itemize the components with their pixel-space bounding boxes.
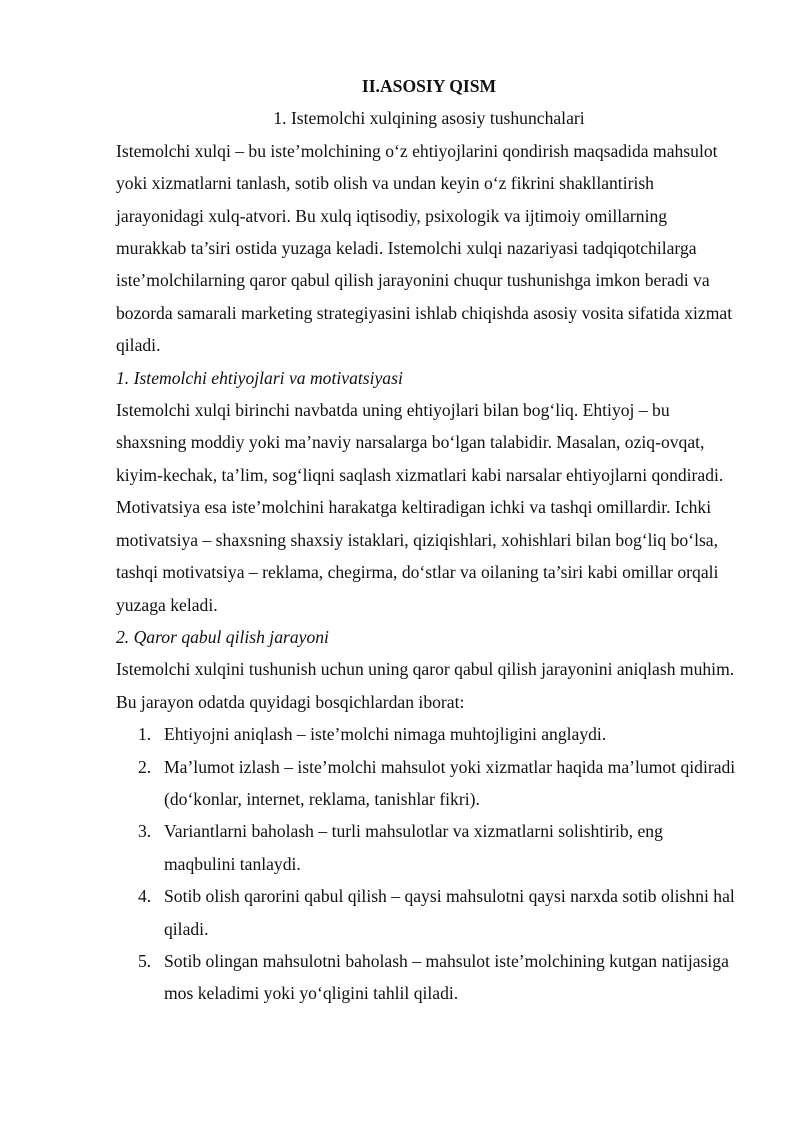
- needs-paragraph: Istemolchi xulqi birinchi navbatda uning ehtiyojlari bilan bog‘liq. Ehtiyoj – bu shaxsning moddiy yoki ma’naviy narsalarga bo‘lgan talabidir. Masalan, oziq-ovqat, kiyim-kechak, ta’lim, sog‘liqni saqlash xizmatlari kabi narsalar ehtiyojlarni qondiradi.: [116, 400, 724, 485]
- list-item: [116, 815, 736, 880]
- subsection-title: 1. Istemolchi xulqining asosiy tushunchalari: [273, 108, 585, 129]
- heading-decision-process: 2. Qaror qabul qilish jarayoni: [116, 626, 329, 647]
- list-item-text: Ma’lumot izlash – iste’molchi mahsulot yoki xizmatlar haqida ma’lumot qidiradi (do‘konlar, internet, reklama, tanishlar fikri).: [164, 756, 736, 809]
- heading-needs-motivation: 1. Istemolchi ehtiyojlari va motivatsiyasi: [116, 367, 403, 388]
- list-item: [116, 880, 736, 945]
- decision-paragraph: Istemolchi xulqini tushunish uchun uning qaror qabul qilish jarayonini aniqlash muhim. Bu jarayon odatda quyidagi bosqichlardan iborat:: [116, 659, 735, 712]
- list-item: [116, 718, 736, 750]
- list-item-number: 5.: [138, 950, 152, 971]
- list-item-text: Sotib olish qarorini qabul qilish – qaysi mahsulotni qaysi narxda sotib olishni hal qiladi.: [164, 886, 735, 939]
- list-item-text: Variantlarni baholash – turli mahsulotlar va xizmatlarni solishtirib, eng maqbulini tanlaydi.: [164, 821, 663, 874]
- list-item-number: 4.: [138, 886, 152, 907]
- motivation-paragraph: Motivatsiya esa iste’molchini harakatga keltiradigan ichki va tashqi omillardir. Ichki motivatsiya – shaxsning shaxsiy istaklari, qiziqishlari, xohishlari bilan bog‘liq bo‘lsa, tashqi motivatsiya – reklama, chegirma, do‘stlar va oilaning ta’siri kabi omillar orqali yuzaga keladi.: [116, 497, 719, 615]
- list-item-text: Sotib olingan mahsulotni baholash – mahsulot iste’molchining kutgan natijasiga mos keladimi yoki yo‘qligini tahlil qiladi.: [164, 950, 729, 1004]
- list-item: [116, 751, 736, 816]
- list-item-text: Ehtiyojni aniqlash – iste’molchi nimaga muhtojligini anglaydi.: [164, 724, 607, 745]
- decision-steps-list: [116, 718, 736, 1010]
- section-title: II.ASOSIY QISM: [361, 76, 497, 96]
- list-item: [116, 945, 736, 1010]
- document-page: [116, 70, 736, 1010]
- list-item-number: 3.: [138, 821, 152, 842]
- intro-paragraph: Istemolchi xulqi – bu iste’molchining o‘z ehtiyojlarini qondirish maqsadida mahsulot yoki xizmatlarni tanlash, sotib olish va undan keyin o‘z fikrini shakllantirish jarayonidagi xulq-atvori. Bu xulq iqtisodiy, psixologik va ijtimoiy omillarning murakkab ta’siri ostida yuzaga keladi. Istemolchi xulqi nazariyasi tadqiqotchilarga iste’molchilarning qaror qabul qilish jarayonini chuqur tushunishga imkon beradi va bozorda samarali marketing strategiyasini ishlab chiqishda asosiy vosita sifatida xizmat qiladi.: [116, 140, 733, 356]
- list-item-number: 2.: [138, 756, 152, 777]
- list-item-number: 1.: [138, 724, 152, 745]
